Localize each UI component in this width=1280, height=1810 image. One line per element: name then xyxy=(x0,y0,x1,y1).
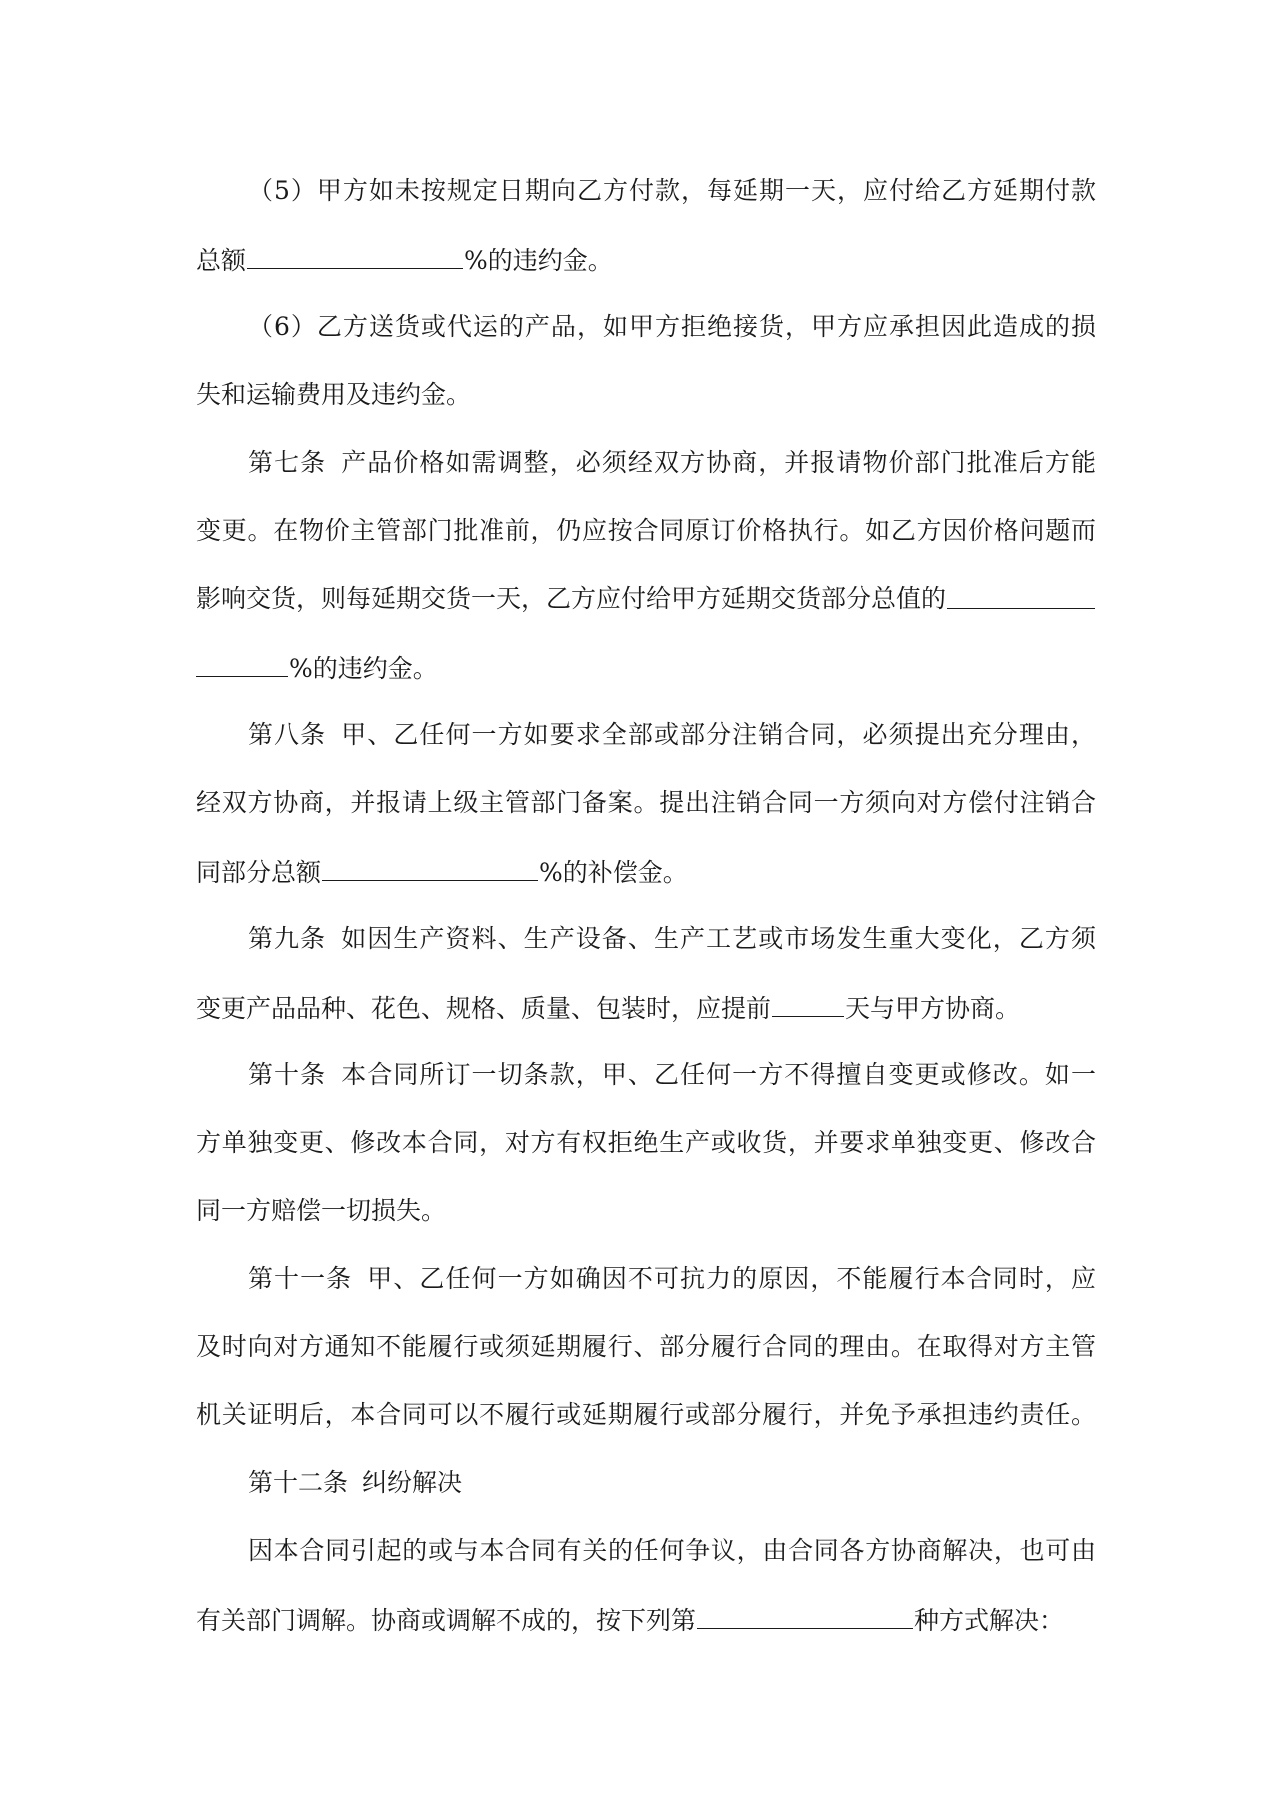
article-9-line-1: 第九条 如因生产资料、生产设备、生产工艺或市场发生重大变化，乙方须 xyxy=(248,924,1096,953)
article-11-heading: 第十一条 xyxy=(248,1264,353,1293)
clause-6-line-1: （6）乙方送货或代运的产品，如甲方拒绝接货，甲方应承担因此造成的损 xyxy=(248,312,1096,341)
fill-blank-notice-days[interactable] xyxy=(772,990,844,1017)
article-12-heading-line xyxy=(248,1466,1096,1500)
article-10-line-3: 同一方赔偿一切损失。 xyxy=(196,1196,447,1225)
article-8-heading: 第八条 xyxy=(248,720,327,749)
article-7-line-1: 第七条 产品价格如需调整，必须经双方协商，并报请物价部门批准后方能 xyxy=(248,448,1096,477)
fill-blank-late-payment-percent[interactable] xyxy=(247,242,463,269)
article-10-line-1: 第十条 本合同所订一切条款，甲、乙任何一方不得擅自变更或修改。如一 xyxy=(248,1060,1096,1089)
fill-blank-late-delivery-percent-a[interactable] xyxy=(947,582,1095,609)
article-12-line-1: 因本合同引起的或与本合同有关的任何争议，由合同各方协商解决，也可由 xyxy=(248,1536,1096,1565)
article-9-line-2: 变更产品品种、花色、规格、质量、包装时，应提前 天与甲方协商。 xyxy=(196,990,1096,1024)
article-12-heading: 第十二条 xyxy=(248,1468,349,1497)
article-10-heading: 第十条 xyxy=(248,1060,327,1089)
article-7-line-2: 变更。在物价主管部门批准前，仍应按合同原订价格执行。如乙方因价格问题而 xyxy=(196,516,1096,545)
article-12-title: 纠纷解决 xyxy=(362,1468,463,1497)
article-11-line-3: 机关证明后，本合同可以不履行或延期履行或部分履行，并免予承担违约责任。 xyxy=(196,1400,1096,1429)
article-8-line-2: 经双方协商，并报请上级主管部门备案。提出注销合同一方须向对方偿付注销合 xyxy=(196,788,1096,817)
article-11-line-1: 第十一条 甲、乙任何一方如确因不可抗力的原因，不能履行本合同时，应 xyxy=(248,1264,1096,1293)
article-7-line-3: 影响交货，则每延期交货一天，乙方应付给甲方延期交货部分总值的 xyxy=(196,582,1096,616)
article-12-line-2: 有关部门调解。协商或调解不成的，按下列第 种方式解决： xyxy=(196,1602,1096,1636)
fill-blank-resolution-method[interactable] xyxy=(697,1602,913,1629)
article-8-line-3: 同部分总额 %的补偿金。 xyxy=(196,854,1096,888)
article-9-heading: 第九条 xyxy=(248,924,327,953)
clause-5-line-2: 总额 %的违约金。 xyxy=(196,242,1096,276)
article-7-heading: 第七条 xyxy=(248,448,327,477)
fill-blank-compensation-percent[interactable] xyxy=(322,854,538,881)
clause-5-line-1: （5）甲方如未按规定日期向乙方付款，每延期一天，应付给乙方延期付款 xyxy=(248,176,1096,205)
fill-blank-late-delivery-percent-b[interactable] xyxy=(196,650,288,677)
article-10-line-2: 方单独变更、修改本合同，对方有权拒绝生产或收货，并要求单独变更、修改合 xyxy=(196,1128,1096,1157)
article-11-line-2: 及时向对方通知不能履行或须延期履行、部分履行合同的理由。在取得对方主管 xyxy=(196,1332,1096,1361)
clause-6-line-2: 失和运输费用及违约金。 xyxy=(196,380,472,409)
article-8-line-1: 第八条 甲、乙任何一方如要求全部或部分注销合同，必须提出充分理由， xyxy=(248,720,1096,749)
article-7-line-4: %的违约金。 xyxy=(196,650,1096,684)
